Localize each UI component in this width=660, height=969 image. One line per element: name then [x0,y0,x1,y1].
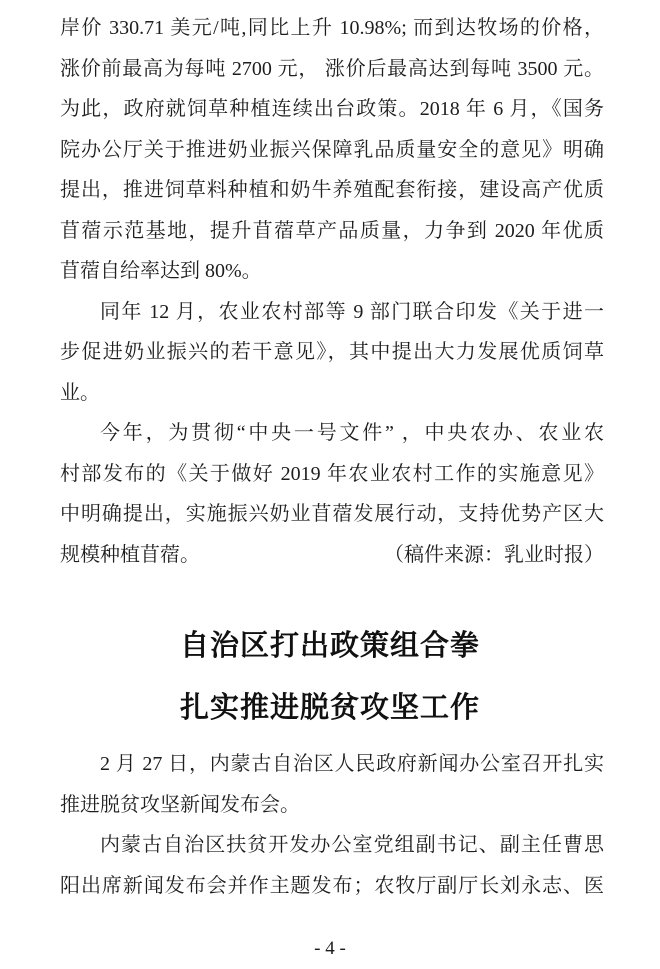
body-line: 苜蓿自给率达到 80%。 [60,260,262,282]
article-dairy-body [60,8,604,575]
body-line: 步促进奶业振兴的若干意见》，其中提出大力发展优质饲草 [60,341,604,363]
body-line: 推进脱贫攻坚新闻发布会。 [60,793,300,816]
body-line: 为此，政府就饲草种植连续出台政策。2018 年 6 月，《国务 [60,98,604,120]
body-line: 业。 [60,381,100,404]
body-line: 内蒙古自治区扶贫开发办公室党组副书记、副主任曹思 [100,834,604,856]
body-line: 中明确提出，实施振兴奶业苜蓿发展行动，支持优势产区大 [60,503,604,525]
body-line: 苜蓿示范基地，提升苜蓿草产品质量，力争到 2020 年优质 [60,219,604,242]
body-line: 院办公厅关于推进奶业振兴保障乳品质量安全的意见》明确 [60,138,604,161]
article-title-line1: 自治区打出政策组合拳 [179,630,480,662]
body-line: 2 月 27 日，内蒙古自治区人民政府新闻办公室召开扎实 [100,753,604,775]
body-line-end: 规模种植苜蓿。 [60,543,200,566]
body-line: 村部发布的《关于做好 2019 年农业农村工作的实施意见》 [60,462,604,485]
body-line: 同年 12 月，农业农村部等 9 部门联合印发《关于进一 [100,300,604,323]
page-number: - 4 - [314,938,346,959]
body-line: 涨价前最高为每吨 2700 元， 涨价后最高达到每吨 3500 元。 [60,57,604,80]
body-line: 岸价 330.71 美元/吨,同比上升 10.98%; 而到达牧场的价格， [60,17,604,39]
source-credit: （稿件来源：乳业时报） [384,543,604,566]
article-title-line2: 扎实推进脱贫攻坚工作 [179,692,480,724]
body-line-with-credit [60,535,604,576]
article-poverty-body [60,744,604,906]
body-line: 提出，推进饲草料种植和奶牛养殖配套衔接，建设高产优质 [60,179,604,201]
body-line: 阳出席新闻发布会并作主题发布；农牧厅副厅长刘永志、医 [60,874,604,897]
body-line: 今年，为贯彻“中央一号文件” ，中央农办、农业农 [100,422,604,444]
